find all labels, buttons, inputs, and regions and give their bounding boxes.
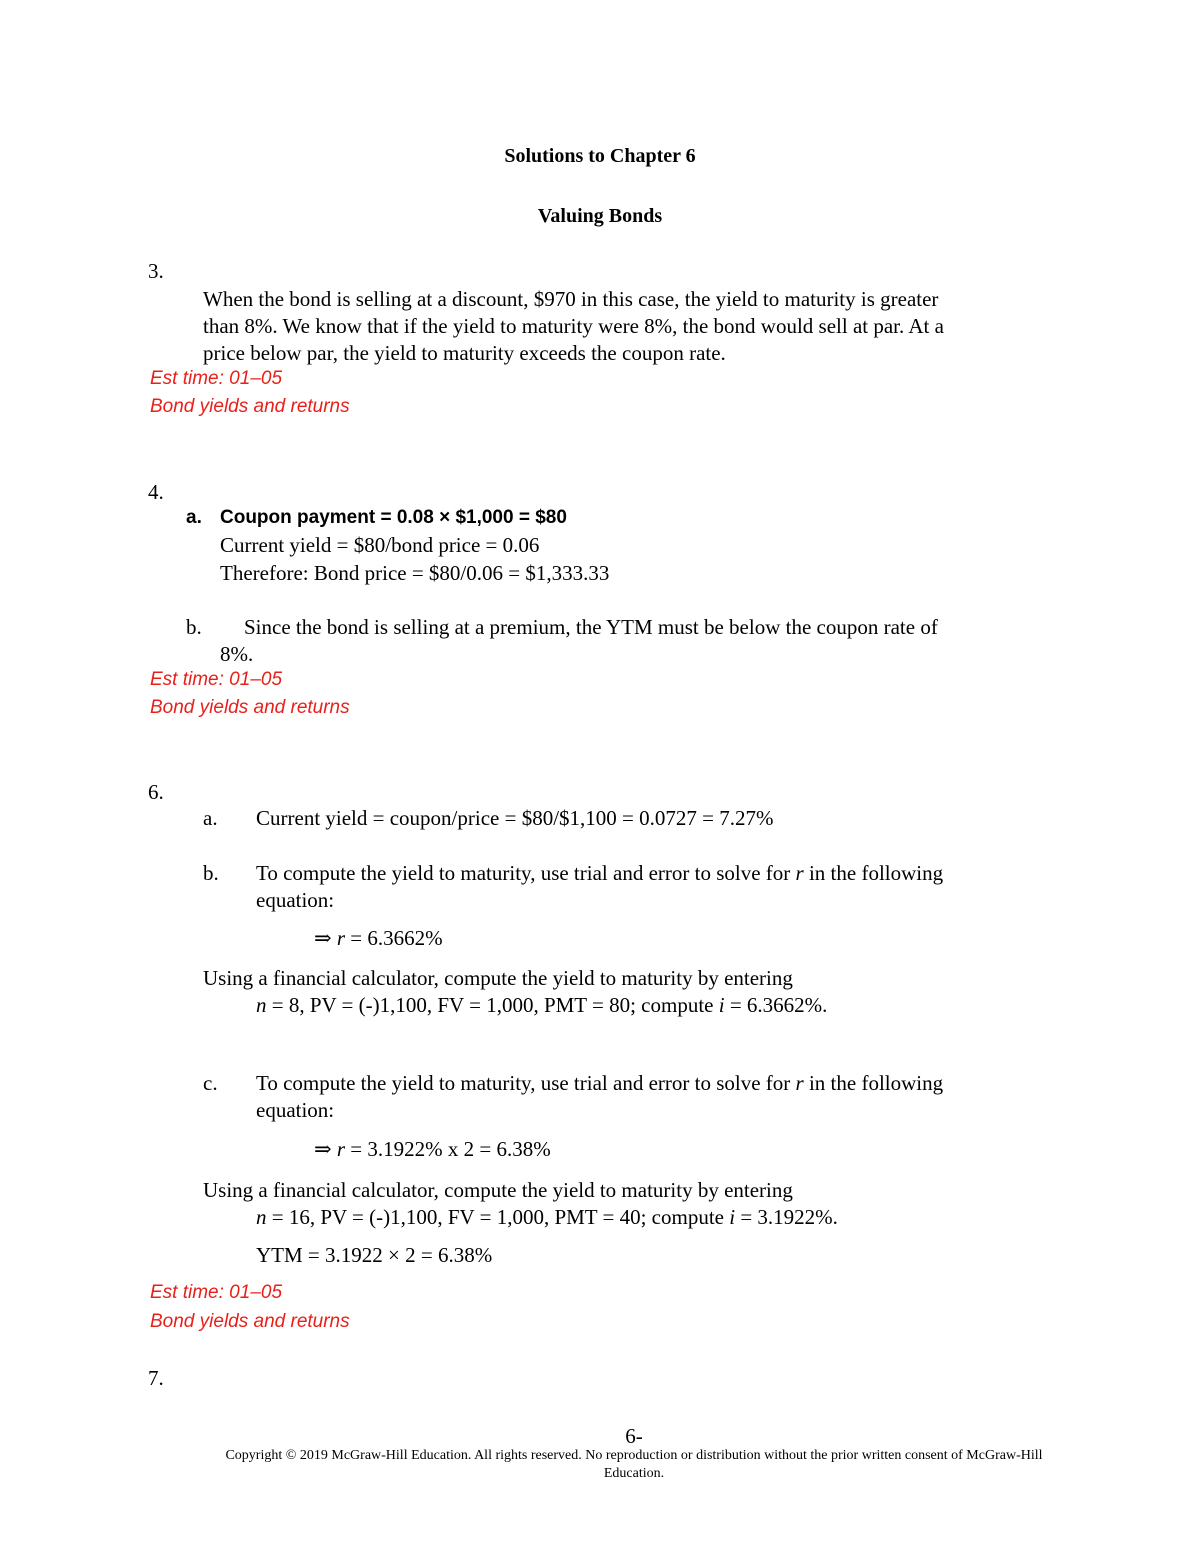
question-6-number: 6. bbox=[148, 780, 164, 804]
q6-c-calc-intro: Using a financial calculator, compute the yield to maturity by entering bbox=[203, 1178, 793, 1202]
q6-b-line-1: To compute the yield to maturity, use trial and error to solve for r in the following bbox=[256, 861, 944, 885]
q3-line-2: than 8%. We know that if the yield to maturity were 8%, the bond would sell at par. At a bbox=[203, 314, 944, 338]
q6-c-line-2: equation: bbox=[256, 1098, 335, 1122]
q4-a-bond-price: Therefore: Bond price = $80/0.06 = $1,333.33 bbox=[220, 561, 610, 585]
q4-a-coupon-payment: Coupon payment = 0.08 × $1,000 = $80 bbox=[220, 507, 567, 528]
q4-a-label: a. bbox=[186, 507, 202, 528]
q4-b-line-2: 8%. bbox=[220, 642, 254, 666]
copyright-line-2: Education. bbox=[603, 1466, 665, 1481]
page-subtitle: Valuing Bonds bbox=[537, 205, 663, 227]
q3-topic: Bond yields and returns bbox=[150, 396, 350, 417]
q6-a-label: a. bbox=[203, 806, 218, 830]
q6-c-ytm: YTM = 3.1922 × 2 = 6.38% bbox=[256, 1243, 493, 1267]
copyright-line-1: Copyright © 2019 McGraw-Hill Education. All rights reserved. No reproduction or distribution without the prior written consent of McGraw-Hill bbox=[225, 1448, 1043, 1463]
q6-c-calc-inputs: n = 16, PV = (-)1,100, FV = 1,000, PMT = 40; compute i = 3.1922%. bbox=[256, 1205, 838, 1229]
q6-a-current-yield: Current yield = coupon/price = $80/$1,100 = 0.0727 = 7.27% bbox=[256, 806, 774, 830]
q4-b-label: b. bbox=[186, 615, 202, 639]
q4-b-line-1: Since the bond is selling at a premium, the YTM must be below the coupon rate of bbox=[244, 615, 938, 639]
question-4-number: 4. bbox=[148, 480, 164, 504]
q6-b-calc-intro: Using a financial calculator, compute the yield to maturity by entering bbox=[203, 966, 793, 990]
q6-b-line-2: equation: bbox=[256, 888, 335, 912]
q6-topic: Bond yields and returns bbox=[150, 1311, 350, 1332]
q3-line-3: price below par, the yield to maturity exceeds the coupon rate. bbox=[203, 341, 726, 365]
question-3-number: 3. bbox=[148, 259, 164, 283]
q4-topic: Bond yields and returns bbox=[150, 697, 350, 718]
q4-a-current-yield: Current yield = $80/bond price = 0.06 bbox=[220, 533, 540, 557]
q6-b-label: b. bbox=[203, 861, 219, 885]
page-title: Solutions to Chapter 6 bbox=[504, 145, 696, 167]
q6-c-line-1: To compute the yield to maturity, use trial and error to solve for r in the following bbox=[256, 1071, 944, 1095]
page-number: 6- bbox=[625, 1424, 643, 1448]
q4-est-time: Est time: 01–05 bbox=[150, 669, 283, 690]
q3-est-time: Est time: 01–05 bbox=[150, 368, 283, 389]
q3-line-1: When the bond is selling at a discount, $970 in this case, the yield to maturity is greater bbox=[203, 287, 939, 311]
q6-b-result: ⇒ r = 6.3662% bbox=[314, 926, 443, 950]
q6-est-time: Est time: 01–05 bbox=[150, 1282, 283, 1303]
q6-b-calc-inputs: n = 8, PV = (-)1,100, FV = 1,000, PMT = 80; compute i = 6.3662%. bbox=[256, 993, 828, 1017]
q6-c-result: ⇒ r = 3.1922% x 2 = 6.38% bbox=[314, 1137, 551, 1161]
question-7-number: 7. bbox=[148, 1366, 164, 1390]
q6-c-label: c. bbox=[203, 1071, 218, 1095]
